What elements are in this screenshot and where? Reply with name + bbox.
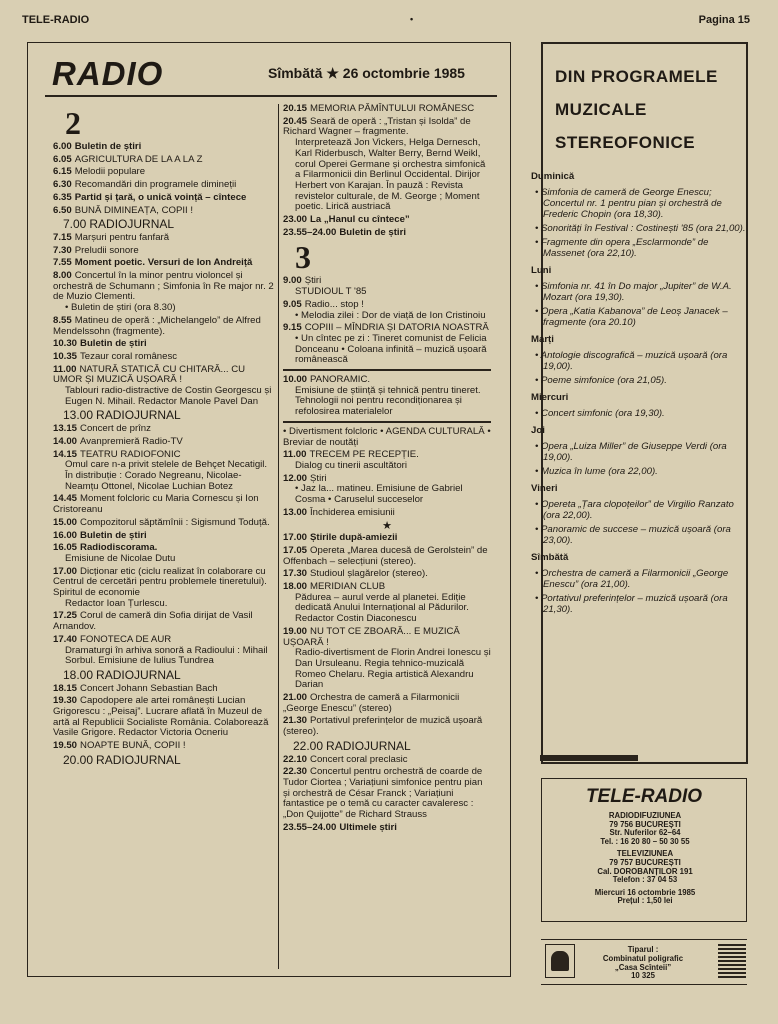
entry-title: MERIDIAN CLUB — [310, 581, 386, 593]
program-entry — [53, 696, 275, 739]
entry-title: Portativul preferințelor de muzică ușoară (stereo). — [283, 715, 483, 738]
program-entry — [283, 375, 491, 418]
program-entry — [283, 104, 491, 115]
entry-title: Matineu de operă : „Michelangelo” de Alfred Mendelssohn (fragmente). — [53, 314, 261, 337]
colophon-text — [560, 812, 730, 906]
stereo-item: • Opera „Luiza Miller” de Giuseppe Verdi (ora 19,00). — [535, 441, 727, 463]
program-entry — [53, 741, 275, 752]
printer-line: Tiparul : — [627, 945, 659, 954]
entry-time: 21.30 — [283, 715, 308, 727]
printer-line: „Casa Scînteii” — [614, 962, 672, 972]
entry-title: TEATRU RADIOFONIC — [80, 448, 181, 460]
printer-text — [580, 946, 706, 981]
stereo-item: • Antologie discografică – muzică ușoară (ora 19,00). — [535, 350, 728, 372]
entry-details: Radio-divertisment de Florin Andrei Ionescu și Dan Ursuleanu. Regia tehnico-muzicală Romeo Chelaru. Regia artistică Alexandru Darian — [295, 647, 491, 691]
entry-details: Pădurea – aurul verde al planetei. Ediție dedicată Anului Internațional al Pădurilor. Redactor Costin Diaconescu — [295, 591, 469, 625]
colophon-line: 79 756 BUCUREȘTI — [609, 819, 681, 829]
entry-time: 19.00 — [283, 625, 308, 637]
entry-title: Dicționar etic (ciclu realizat în colaborare cu Centrul de cercetări pentru problemele tineretului). Spiritul de economie — [53, 565, 267, 599]
entry-time: 23.00 — [283, 214, 308, 226]
entry-time: 17.00 — [53, 565, 78, 577]
entry-time: 6.35 — [53, 191, 72, 203]
day-heading: Luni — [531, 265, 552, 276]
entry-title: BUNĂ DIMINEAȚA, COPII ! — [74, 204, 194, 216]
entry-title: NU TOT CE ZBOARĂ... E MUZICĂ UȘOARĂ ! — [283, 625, 460, 648]
entry-title: Concertul în la minor pentru violoncel și orchestră de Schumann ; Simfonia în Re major nr. 2 de Muzio Clementi. — [53, 270, 274, 303]
entry-time: 10.30 — [53, 338, 78, 350]
entry-title: AGRICULTURA DE LA A LA Z — [74, 153, 203, 165]
entry-time: 6.00 — [53, 141, 72, 152]
program-entry — [53, 155, 275, 166]
entry-title: Buletin de știri — [339, 226, 406, 238]
entry-title: Studioul șlagărelor (stereo). — [310, 568, 428, 580]
printer-line: 10 325 — [631, 971, 655, 981]
program-entry — [283, 427, 491, 448]
entry-time: 11.00 — [53, 363, 77, 375]
entry-title: Știri — [304, 275, 322, 287]
colophon-line: Tel. : 16 20 80 – 50 30 55 — [600, 836, 690, 846]
stereo-item: • Poeme simfonice (ora 21,05). — [535, 375, 667, 386]
colophon-line: Cal. DOROBANȚILOR 191 — [597, 866, 693, 876]
entry-title: Seară de operă : „Tristan și Isolda” de Richard Wagner – fragmente. — [283, 115, 471, 138]
program-entry — [283, 276, 491, 297]
colophon-line: Miercuri 16 octombrie 1985 — [594, 887, 696, 897]
program-entry — [283, 533, 491, 544]
stereo-title-line: MUZICALE — [555, 100, 647, 119]
entry-time: 19.50 — [53, 740, 78, 752]
entry-title: Opereta „Marea ducesă de Gerolstein” de Offenbach – selecțiuni (stereo). — [283, 544, 488, 567]
entry-time: 9.00 — [283, 275, 302, 287]
entry-title: Moment poetic. Versuri de Ion Andreiță — [74, 257, 253, 269]
entry-time: 9.15 — [283, 322, 302, 334]
radio-title: RADIO — [52, 55, 164, 92]
stereo-item: • Opera „Katia Kabanova” de Leoș Janacek – fragmente (ora 20.10) — [535, 306, 728, 328]
colophon-title: TELE-RADIO — [585, 786, 703, 807]
program-entry — [283, 450, 491, 471]
program-entry — [53, 339, 275, 350]
stereo-title — [555, 60, 735, 159]
entry-title: Recomandări din programele dimineții — [74, 179, 237, 191]
program-entry — [53, 352, 275, 363]
program-entry — [283, 228, 491, 239]
program-entry — [283, 546, 491, 567]
entry-time: 23.55–24.00 — [283, 226, 337, 238]
colophon-line: RADIODIFUZIUNEA — [608, 811, 682, 820]
program-entry — [283, 215, 491, 226]
entry-time: 6.05 — [53, 153, 72, 165]
program-entry — [283, 117, 491, 213]
stereo-item: • Muzica în lume (ora 22,00). — [535, 466, 658, 477]
program-entry — [283, 627, 491, 691]
entry-title: Preludii sonore — [74, 244, 139, 256]
entry-details: • Jaz la... matineu. Emisiune de Gabriel Cosma • Caruselul succeselor — [295, 483, 463, 506]
program-entry — [53, 635, 275, 667]
entry-title: Tezaur coral românesc — [80, 350, 178, 362]
printer-seal-icon — [718, 944, 746, 978]
program-entry — [283, 508, 491, 519]
entry-time: 12.00 — [283, 472, 308, 484]
entry-time: 20.00 — [63, 752, 94, 767]
entry-time: 14.45 — [53, 493, 78, 505]
entry-details: • Melodia zilei : Dor de viață de Ion Cristinoiu — [295, 309, 486, 321]
entry-time: 19.30 — [53, 695, 78, 707]
entry-time: 20.45 — [283, 115, 308, 127]
program-entry — [283, 582, 491, 625]
stereo-schedule — [531, 165, 746, 618]
day-heading: Duminică — [531, 171, 575, 182]
entry-time: 11.00 — [283, 449, 307, 461]
entry-title: Buletin de știri — [74, 141, 142, 152]
entry-details: • Un cîntec pe zi : Tineret comunist de Felicia Donceanu • Coloana infinită – muzică ușoară românească — [295, 332, 487, 366]
entry-time: 10.00 — [283, 374, 308, 386]
section-rule — [283, 369, 491, 371]
program-entry — [53, 518, 275, 529]
entry-title: Știri — [310, 472, 327, 484]
day-heading: Marți — [531, 334, 554, 345]
day-heading: Joi — [531, 425, 545, 436]
entry-time: 22.30 — [283, 766, 308, 778]
title-divider — [45, 95, 497, 97]
entry-time: 18.00 — [283, 581, 308, 593]
entry-title: Închiderea emisiunii — [310, 506, 395, 518]
entry-title: TRECEM PE RECEPȚIE. — [309, 449, 419, 461]
program-entry — [53, 258, 275, 269]
entry-title: RADIOJURNAL — [96, 667, 181, 682]
entry-time: 7.15 — [53, 231, 72, 243]
stereo-title-line: STEREOFONICE — [555, 133, 696, 152]
entry-title: Concert de prînz — [80, 423, 151, 435]
printer-line: Combinatul poligrafic — [602, 953, 684, 963]
entry-time: 13.00 — [283, 506, 308, 518]
entry-time: 16.00 — [53, 529, 78, 541]
entry-title: MEMORIA PĂMÎNTULUI ROMÂNESC — [310, 103, 475, 114]
entry-title: Buletin de știri — [80, 529, 147, 541]
entry-title: NATURĂ STATICĂ CU CHITARĂ... CU UMOR ȘI MUZICĂ UȘOARĂ ! — [53, 363, 246, 386]
radio-date: Sîmbătă ★ 26 octombrie 1985 — [268, 65, 465, 81]
program-entry — [53, 667, 275, 682]
program-number: 3 — [295, 239, 311, 276]
entry-time: 8.00 — [53, 270, 72, 282]
program-entry — [53, 219, 275, 230]
entry-time: 6.30 — [53, 179, 72, 191]
program-entry — [283, 474, 491, 506]
program-entry — [53, 180, 275, 191]
program-entry — [53, 450, 275, 493]
stereo-item: • Simfonia de cameră de George Enescu; Concertul nr. 1 pentru pian și orchestră de Frederic Chopin (ora 18,30). — [535, 187, 722, 220]
program-entry — [53, 167, 275, 178]
decorative-bar — [540, 755, 638, 761]
entry-time: 17.00 — [283, 532, 308, 544]
program-3-column — [283, 104, 491, 835]
entry-time: 13.15 — [53, 423, 78, 435]
entry-time: 10.35 — [53, 350, 78, 362]
program-entry — [53, 437, 275, 448]
entry-details: Emisiune de Nicolae Dutu — [65, 552, 176, 564]
entry-time: 23.55–24.00 — [283, 821, 337, 833]
colophon-line: Telefon : 37 04 53 — [612, 875, 678, 885]
entry-title: Marșuri pentru fanfară — [74, 231, 170, 243]
entry-details: Emisiune de știință și tehnică pentru tineret. Tehnologii noi pentru recondiționarea și refolosirea materialelor — [295, 384, 481, 418]
entry-time: 20.15 — [283, 103, 308, 114]
program-entry — [283, 716, 491, 737]
entry-time: 14.15 — [53, 448, 78, 460]
colophon-line: Prețul : 1,50 lei — [617, 896, 673, 906]
entry-time: 16.05 — [53, 542, 78, 554]
program-entry — [53, 567, 275, 610]
entry-title: Radio... stop ! — [304, 298, 364, 310]
program-entry — [53, 684, 275, 695]
program-entry — [53, 543, 275, 564]
program-entry — [53, 494, 275, 515]
entry-title: Radiodiscorama. — [80, 542, 158, 554]
stereo-item: • Orchestra de cameră a Filarmonicii „George Enescu” (ora 21,00). — [535, 568, 729, 590]
program-entry — [53, 611, 275, 632]
program-entry — [283, 300, 491, 321]
program-entry — [53, 193, 275, 204]
entry-details: STUDIOUL T '85 — [295, 286, 367, 298]
entry-time: 7.30 — [53, 244, 72, 256]
day-heading: Vineri — [531, 483, 558, 494]
program-entry — [53, 206, 275, 217]
entry-title: Buletin de știri — [80, 338, 147, 350]
entry-title: • Divertisment folcloric • AGENDA CULTURALĂ • Breviar de noutăți — [283, 425, 491, 448]
printer-logo-icon — [545, 944, 575, 978]
entry-details: • Buletin de știri (ora 8.30) — [65, 302, 176, 314]
entry-time: 21.00 — [283, 692, 308, 704]
program-entry — [53, 410, 275, 421]
stereo-item: • Sonorități în Festival : Costinești '85 (ora 21,00). — [535, 223, 746, 234]
program-number: 2 — [65, 105, 81, 141]
colophon-line: 79 757 BUCUREȘTI — [609, 857, 681, 867]
entry-title: Compozitorul săptămînii : Sigismund Toduță. — [80, 516, 270, 528]
entry-title: Capodopere ale artei românești Lucian Grigorescu : „Peisaj”. Lucrare aflată în Muzeul de artă al Republicii Socialiste România. Colaborează Vasile Grigore. Redactor Victoria Ocneriu — [53, 695, 269, 739]
entry-time: 6.15 — [53, 166, 72, 178]
entry-time: 17.30 — [283, 568, 308, 580]
program-entry — [283, 755, 491, 766]
section-rule — [283, 421, 491, 423]
stereo-title-line: DIN PROGRAMELE — [555, 67, 718, 86]
entry-details: Redactor Ioan Țurlescu. — [65, 597, 168, 609]
program-entry — [283, 738, 491, 753]
entry-details: Tablouri radio-distractive de Costin Georgescu și Eugen N. Mihail. Redactor Manole Pavel Dan — [65, 385, 272, 407]
entry-details: Omul care n-a privit stelele de Behçet Necatigil. În distribuție : Corado Negreanu, Nicolae-Neamțu Ottonel, Nicolae Luchian Botez — [65, 459, 268, 492]
entry-title: Ultimele știri — [339, 821, 397, 833]
entry-title: NOAPTE BUNĂ, COPII ! — [80, 740, 186, 752]
entry-time: 17.40 — [53, 633, 78, 645]
stereo-item: • Fragmente din opera „Esclarmonde” de Massenet (ora 22,10). — [535, 237, 709, 259]
program-entry — [53, 233, 275, 244]
entry-title: FONOTECA DE AUR — [80, 633, 172, 645]
program-entry — [53, 316, 275, 337]
stereo-item: • Panoramic de succese – muzică ușoară (ora 23,00). — [535, 524, 731, 546]
stereo-item: • Simfonia nr. 41 în Do major „Jupiter” de W.A. Mozart (ora 19,30). — [535, 281, 732, 303]
entry-time: 9.05 — [283, 298, 302, 310]
program-entry — [53, 752, 275, 767]
entry-title: Concert coral preclasic — [310, 753, 408, 765]
program-entry — [283, 767, 491, 821]
entry-time: 18.15 — [53, 682, 78, 694]
entry-title: Corul de cameră din Sofia dirijat de Vasil Arnandov. — [53, 610, 253, 633]
entry-time: 15.00 — [53, 516, 78, 528]
program-entry — [283, 323, 491, 366]
entry-time: 14.00 — [53, 435, 78, 447]
program-entry — [53, 142, 275, 153]
entry-time: 22.00 — [293, 738, 324, 753]
entry-title: Orchestra de cameră a Filarmonicii „George Enescu” (stereo) — [283, 692, 460, 714]
entry-details: Dramaturgi în arhiva sonoră a Radioului : Mihail Sorbul. Emisiune de Iulius Tundrea — [65, 644, 268, 667]
stereo-item: • Opereta „Țara clopoțeilor” de Virgilio Ranzato (ora 22,00). — [535, 499, 734, 521]
entry-title: Avanpremieră Radio-TV — [80, 435, 183, 447]
entry-time: 22.10 — [283, 753, 308, 765]
entry-title: RADIOJURNAL — [96, 752, 181, 767]
program-entry — [53, 531, 275, 542]
entry-title: Moment folcloric cu Maria Cornescu și Ion Cristoreanu — [53, 493, 259, 516]
entry-title: Știrile după-amiezii — [310, 532, 398, 544]
page-header-left: TELE-RADIO — [22, 14, 90, 26]
column-divider — [278, 104, 279, 969]
page-header-dot: • — [410, 14, 414, 24]
entry-title: Concert Johann Sebastian Bach — [80, 682, 218, 694]
entry-time: 7.55 — [53, 257, 72, 269]
stereo-item: • Concert simfonic (ora 19,30). — [535, 408, 665, 419]
program-entry — [53, 365, 275, 408]
entry-title: RADIOJURNAL — [89, 217, 175, 232]
program-entry — [53, 424, 275, 435]
program-2-column — [53, 104, 275, 769]
entry-time: 6.50 — [53, 204, 72, 216]
star-separator: ★ — [382, 519, 392, 532]
entry-time: 17.25 — [53, 610, 78, 622]
program-entry — [53, 246, 275, 257]
stereo-item: • Portativul preferințelor – muzică ușoară (ora 21,30). — [535, 593, 728, 615]
entry-title: La „Hanul cu cîntece” — [310, 214, 410, 226]
entry-time: 17.05 — [283, 544, 308, 556]
entry-time: 13.00 — [63, 408, 94, 423]
entry-details: Dialog cu tinerii ascultători — [295, 459, 407, 471]
day-heading: Miercuri — [531, 392, 569, 403]
program-entry — [53, 271, 275, 314]
entry-time: 8.55 — [53, 314, 72, 326]
entry-title: COPIII – MÎNDRIA ȘI DATORIA NOASTRĂ — [304, 322, 489, 334]
colophon-line: Str. Nuferilor 62–64 — [609, 828, 681, 838]
entry-title: RADIOJURNAL — [96, 408, 181, 423]
entry-title: RADIOJURNAL — [326, 738, 411, 753]
entry-title: PANORAMIC. — [310, 374, 371, 386]
entry-details: Interpretează Jon Vickers, Helga Dernesch, Karl Riderbusch, Walter Berry, Bernd Weikl, corul Operei Germane și orchestra simfonică a Filarmonicii din Berlinul Occidental. Dirijor Herbert von Karajan. În pauză : Revista revistelor culturale, de M. George ; Moment poetic. Lirică austriacă — [295, 137, 486, 213]
program-entry — [283, 569, 491, 580]
entry-time: 7.00 — [63, 217, 87, 232]
entry-title: Concertul pentru orchestră de coarde de Tudor Ciortea ; Variațiuni simfonice pentru pian și orchestră de César Franck ; Variațiuni fantastice pe o temă cu caracter cavaleresc : „Don Quijotte” de Richard Strauss — [283, 766, 483, 821]
page-number: Pagina 15 — [698, 14, 750, 26]
day-heading: Sîmbătă — [531, 552, 569, 563]
entry-time: 18.00 — [63, 667, 94, 682]
entry-title: Melodii populare — [74, 166, 146, 178]
entry-title: Partid și țară, o unică voință – cîntece — [74, 191, 247, 203]
program-entry — [283, 823, 491, 834]
colophon-line: TELEVIZIUNEA — [616, 849, 674, 859]
program-entry — [283, 693, 491, 714]
